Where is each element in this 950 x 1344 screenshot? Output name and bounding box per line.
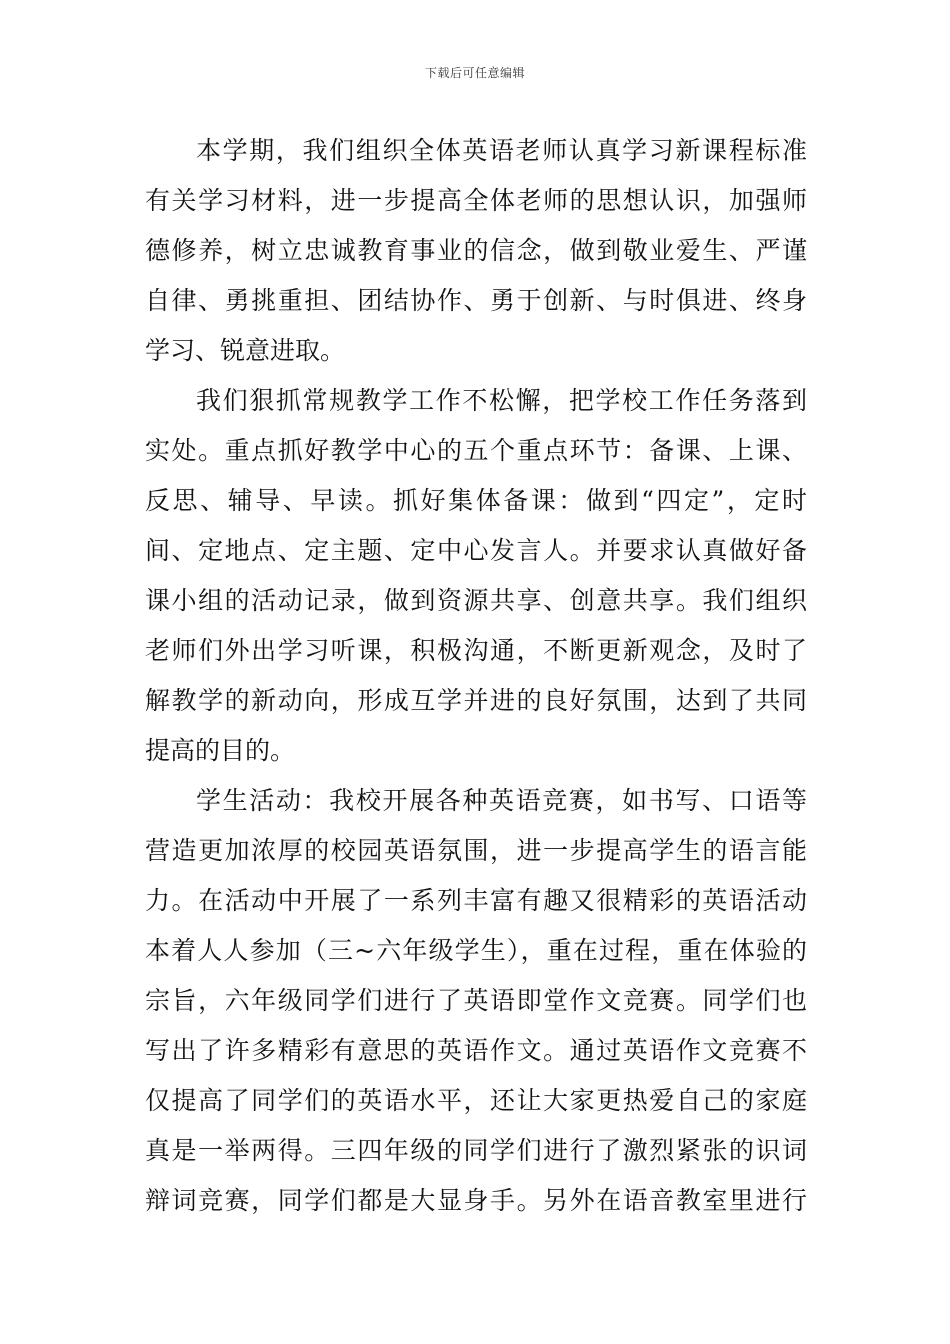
document-body [145,126,807,1226]
text-line: 老师们外出学习听课，积极沟通，不断更新观念，及时了 [145,636,807,665]
text-line: 提高的目的。 [145,736,296,765]
text-line: 本着人人参加（三~六年级学生），重在过程，重在体验的 [145,936,807,965]
text-line: 解教学的新动向，形成互学并进的良好氛围，达到了共同 [145,686,807,715]
text-line: 间、定地点、定主题、定中心发言人。并要求认真做好备 [145,536,807,565]
text-line: 力。在活动中开展了一系列丰富有趣又很精彩的英语活动 [145,886,807,915]
text-line: 真是一举两得。三四年级的同学们进行了激烈紧张的识词 [145,1136,807,1165]
text-line: 仅提高了同学们的英语水平，还让大家更热爱自己的家庭 [145,1086,807,1115]
paragraph-3 [145,776,807,1226]
text-line: 学习、锐意进取。 [145,336,346,365]
paragraph-2 [145,376,807,776]
text-line: 我们狠抓常规教学工作不松懈，把学校工作任务落到 [196,386,807,415]
page-header-note: 下载后可任意编辑 [424,66,525,80]
text-line: 宗旨，六年级同学们进行了英语即堂作文竞赛。同学们也 [145,986,807,1015]
text-line: 学生活动：我校开展各种英语竞赛，如书写、口语等 [196,786,807,815]
text-line: 课小组的活动记录，做到资源共享、创意共享。我们组织 [145,586,807,615]
text-line: 辩词竞赛，同学们都是大显身手。另外在语音教室里进行 [145,1186,807,1215]
text-line: 德修养，树立忠诚教育事业的信念，做到敬业爱生、严谨 [145,236,807,265]
text-line: 反思、辅导、早读。抓好集体备课：做到“四定”，定时 [145,486,807,515]
text-line: 有关学习材料，进一步提高全体老师的思想认识，加强师 [145,186,807,215]
text-line: 本学期，我们组织全体英语老师认真学习新课程标准 [196,136,807,165]
text-line: 营造更加浓厚的校园英语氛围，进一步提高学生的语言能 [145,836,807,865]
text-line: 写出了许多精彩有意思的英语作文。通过英语作文竞赛不 [145,1036,807,1065]
text-line: 自律、勇挑重担、团结协作、勇于创新、与时俱进、终身 [145,286,807,315]
text-line: 实处。重点抓好教学中心的五个重点环节：备课、上课、 [145,436,807,465]
paragraph-1 [145,126,807,376]
